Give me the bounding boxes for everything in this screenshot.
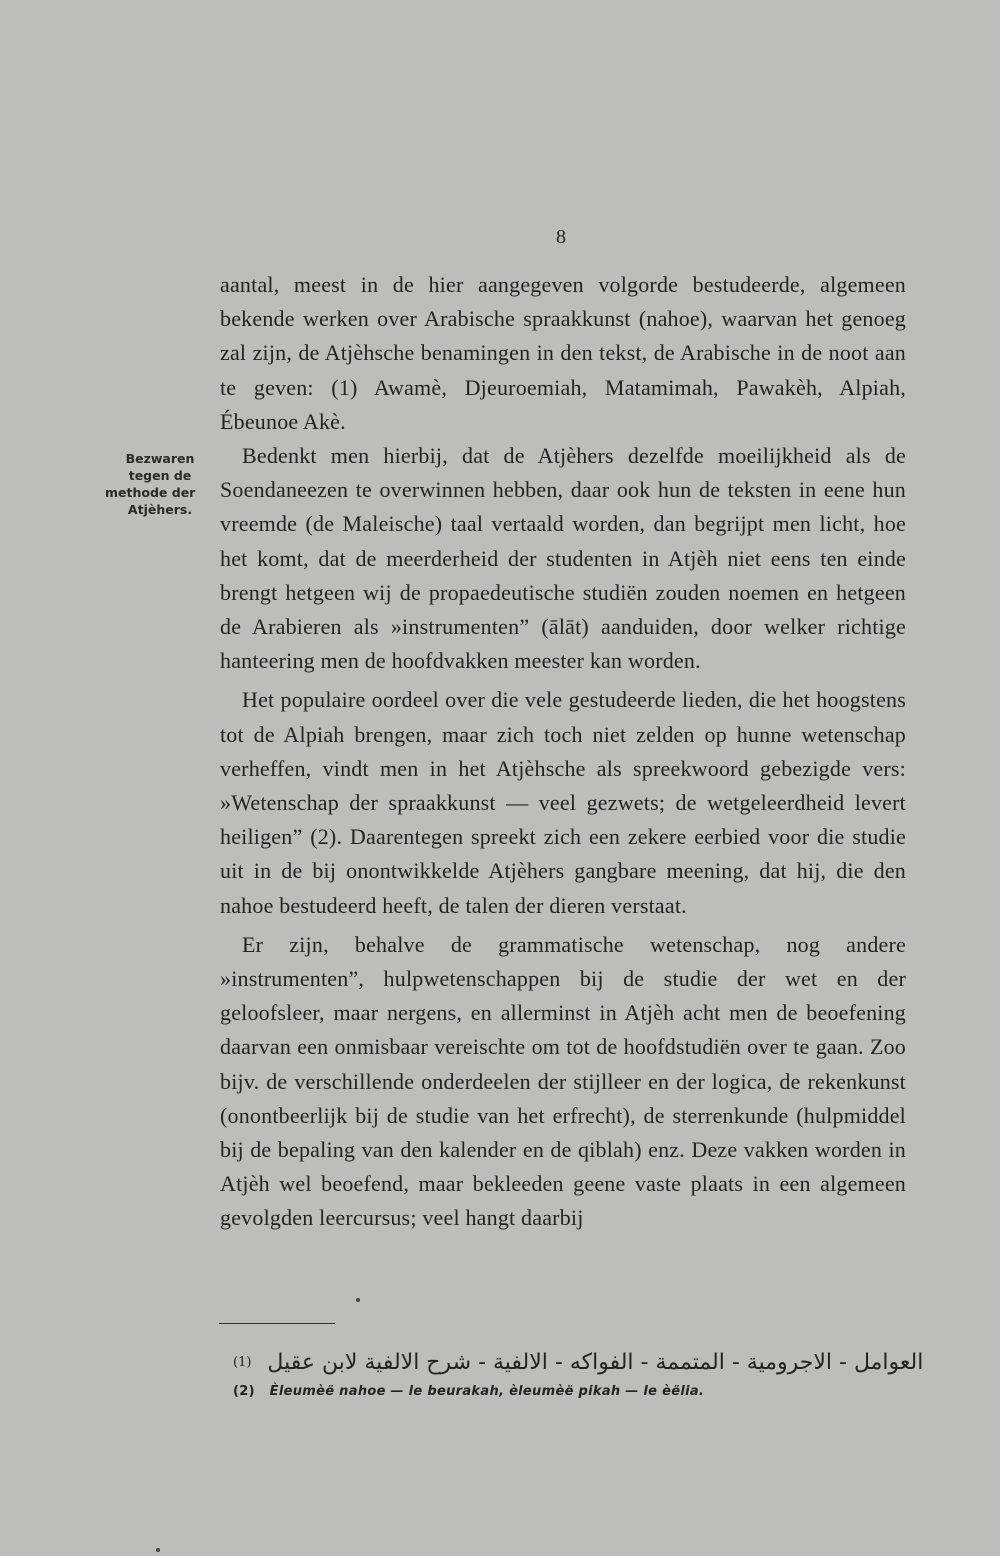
footnote-2 bbox=[233, 1384, 704, 1399]
footnote-marker: (2) bbox=[233, 1384, 255, 1399]
footnote-marker: (1) bbox=[233, 1355, 252, 1370]
margin-note-line: Atjèhers. bbox=[127, 502, 193, 517]
footnote-divider bbox=[219, 1323, 335, 1324]
paragraph-3: Het populaire oordeel over die vele gestudeerde lieden, die het hoogstens tot de Alpiah brengen, maar zich toch niet zelden op hunne wetenschap verheffen, vindt men in het Atjèhsche als spreekwoord gebezigde vers: »Wetenschap der spraakkunst — veel gezwets; de wetgeleerdheid levert heiligen” (2). Daarentegen spreekt zich een zekere eerbied voor die studie uit in de bij onontwikkelde Atjèhers gangbare meening, dat hij, die den nahoe bestudeerd heeft, de talen der dieren verstaat. bbox=[220, 687, 906, 918]
margin-note-line: tegen de bbox=[128, 468, 192, 483]
margin-note-line: Bezwaren bbox=[125, 451, 195, 466]
paragraph-2: Bedenkt men hierbij, dat de Atjèhers dezelfde moeilijkheid als de Soendaneezen te overwinnen hebben, daar ook hun de teksten in eene hun vreemde (de Maleische) taal vertaald worden, dan begrijpt men licht, hoe het komt, dat de meerderheid der studenten in Atjèh niet eens ten einde brengt hetgeen wij de propaedeutische studiën zouden noemen en hetgeen de Arabieren als »instrumenten” (ālāt) aanduiden, door welker richtige hanteering men de hoofdvakken meester kan worden. bbox=[220, 443, 906, 674]
ink-speck bbox=[156, 1548, 160, 1552]
body-text bbox=[220, 268, 906, 1236]
paragraph-1: aantal, meest in de hier aangegeven volgorde bestudeerde, algemeen bekende werken over Arabische spraakkunst (nahoe), waarvan het genoeg zal zijn, de Atjèhsche benamingen in den tekst, de Arabische in de noot aan te geven: (1) Awamè, Djeuroemiah, Matamimah, Pawakèh, Alpiah, Ébeunoe Akè. bbox=[220, 272, 906, 434]
footnote-text: العوامل - الاجرومية - المتممة - الفواكه - الالفية - شرح الالفية لابن عقيل bbox=[267, 1350, 924, 1375]
page-number: 8 bbox=[556, 226, 566, 248]
footnote-1 bbox=[233, 1350, 924, 1375]
ink-speck bbox=[356, 1298, 360, 1302]
margin-note bbox=[100, 450, 220, 518]
margin-note-line: methode der bbox=[105, 485, 196, 500]
paragraph-4: Er zijn, behalve de grammatische wetenschap, nog andere »instrumenten”, hulpwetenschappen bij de studie der wet en der geloofsleer, maar nergens, en allerminst in Atjèh acht men de beoefening daarvan een onmisbaar vereischte om tot de hoofdstudiën over te gaan. Zoo bijv. de verschillende onderdeelen der stijlleer en der logica, de rekenkunst (onontbeerlijk bij de studie van het erfrecht), de sterrenkunde (hulpmiddel bij de bepaling van den kalender en de qiblah) enz. Deze vakken worden in Atjèh wel beoefend, maar bekleeden geene vaste plaats in een algemeen gevolgden leercursus; veel hangt daarbij bbox=[220, 931, 906, 1231]
footnote-text: Èleumèë nahoe — le beurakah, èleumèë pikah — le èëlia. bbox=[269, 1384, 705, 1399]
